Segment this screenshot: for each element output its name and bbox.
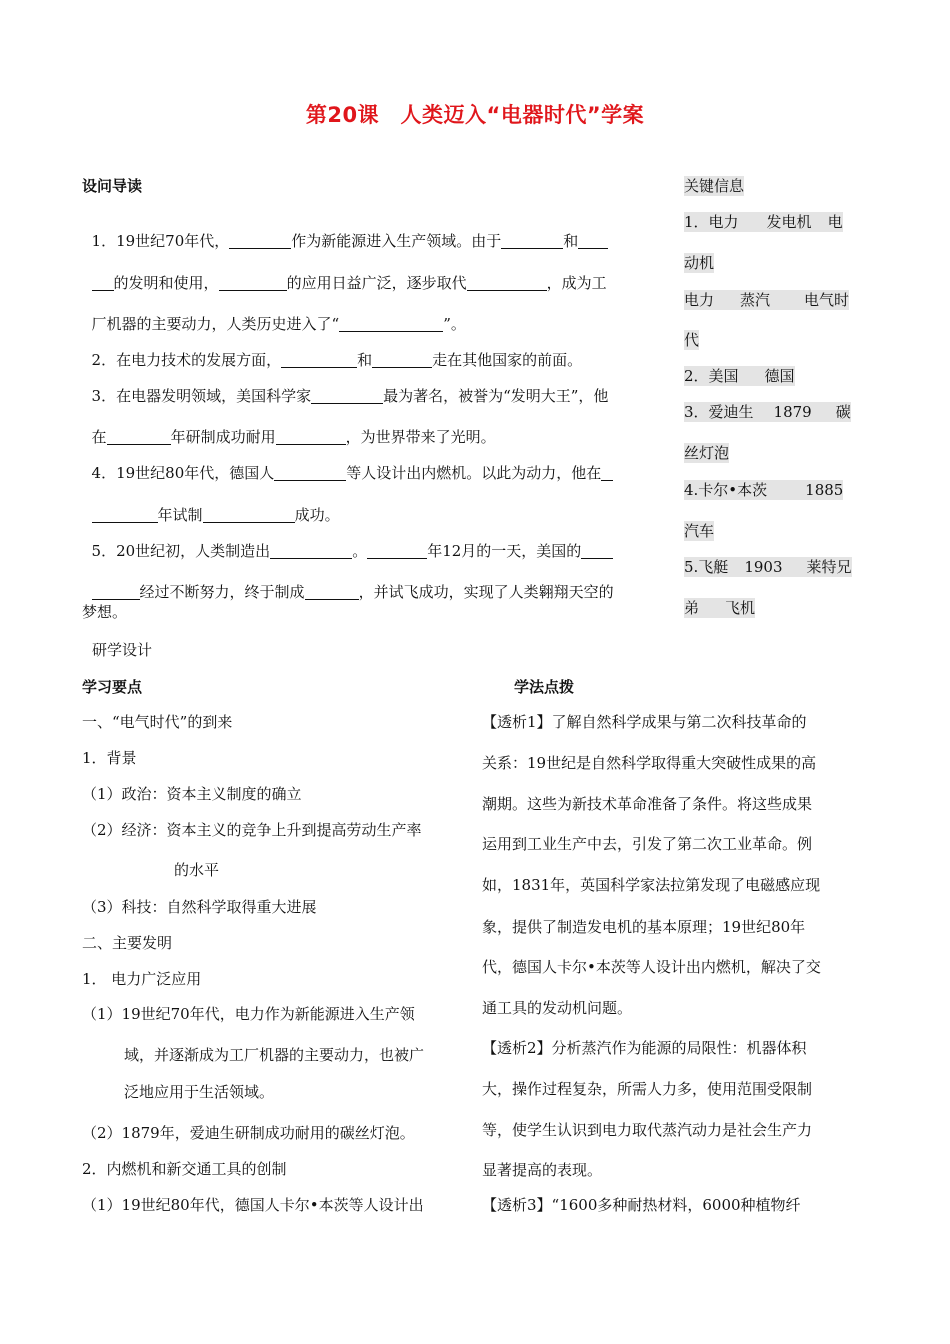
- question-1-line-3: 厂机器的主要动力，人类历史进入了“ ”。: [91, 315, 466, 333]
- method-tip-line: 大，操作过程复杂，所需人力多，使用范围受限制: [482, 1080, 813, 1098]
- method-tip-line: 代，德国人卡尔•本茨等人设计出内燃机，解决了交: [482, 958, 821, 976]
- study-point-line: 的水平: [174, 861, 220, 879]
- study-point-line: （3）科技：自然科学取得重大进展: [82, 898, 317, 916]
- key-info-line: 动机: [684, 254, 715, 272]
- key-info-line: 4.卡尔•本茨 1885: [684, 481, 844, 499]
- method-tips-heading: 学法点拨: [514, 678, 575, 696]
- method-tip-line: 显著提高的表现。: [482, 1161, 603, 1179]
- key-info-heading: 关键信息: [684, 177, 745, 195]
- key-info-line: 3．爱迪生 1879 碳: [684, 403, 851, 421]
- method-tip-line: 等，使学生认识到电力取代蒸汽动力是社会生产力: [482, 1121, 813, 1139]
- method-tip-line: 潮期。这些为新技术革命准备了条件。将这些成果: [482, 795, 813, 813]
- study-point-line: （2）经济：资本主义的竞争上升到提高劳动生产率: [82, 821, 422, 839]
- key-info-line: 代: [684, 331, 700, 349]
- question-3-line-1: 3．在电器发明领域，美国科学家 最为著名，被誉为“发明大王”，他: [91, 387, 609, 405]
- study-points-heading: 学习要点: [82, 678, 143, 696]
- study-point-line: 1． 电力广泛应用: [82, 970, 202, 988]
- study-point-line: 一、“电气时代”的到来: [82, 713, 233, 731]
- study-point-line: 1．背景: [82, 749, 137, 767]
- question-2: 2．在电力技术的发展方面， 和 走在其他国家的前面。: [91, 351, 583, 369]
- section-study-design: 研学设计: [92, 641, 153, 659]
- study-point-line: （1）19世纪70年代，电力作为新能源进入生产领: [82, 1005, 415, 1023]
- method-tip-line: 【透析1】了解自然科学成果与第二次科技革命的: [482, 713, 807, 731]
- study-point-line: 二、主要发明: [82, 934, 173, 952]
- key-info-line: 电力 蒸汽 电气时: [684, 291, 850, 309]
- study-point-line: 域，并逐渐成为工厂机器的主要动力，也被广: [124, 1046, 425, 1064]
- method-tip-line: 如，1831年，英国科学家法拉第发现了电磁感应现: [482, 876, 821, 894]
- page-title: 第20课 人类迈入“电器时代”学案: [305, 103, 645, 127]
- question-4-line-2: 年试制 成功。: [82, 485, 340, 525]
- study-point-line: （2）1879年，爱迪生研制成功耐用的碳丝灯泡。: [82, 1124, 415, 1142]
- method-tip-line: 【透析3】“1600多种耐热材料，6000种植物纤: [482, 1196, 801, 1214]
- method-tip-line: 通工具的发动机问题。: [482, 999, 633, 1017]
- question-1-line-2: 的发明和使用， 的应用日益广泛，逐步取代 ，成为工: [82, 253, 607, 293]
- method-tip-line: 【透析2】分析蒸汽作为能源的局限性：机器体积: [482, 1039, 807, 1057]
- study-point-line: （1）19世纪80年代，德国人卡尔•本茨等人设计出: [82, 1196, 424, 1214]
- question-5-line-2: 经过不断努力，终于制成 ，并试飞成功，实现了人类翱翔天空的: [82, 562, 614, 602]
- study-point-line: 泛地应用于生活领域。: [124, 1083, 275, 1101]
- key-info-line: 汽车: [684, 522, 715, 540]
- method-tip-line: 关系：19世纪是自然科学取得重大突破性成果的高: [482, 754, 817, 772]
- key-info-line: 2．美国 德国: [684, 367, 795, 385]
- question-5-line-1: 5．20世纪初，人类制造出 。 年12月的一天，美国的: [82, 521, 613, 561]
- question-1-line-1: 1．19世纪70年代， 作为新能源进入生产领域。由于 和: [82, 211, 608, 251]
- guide-heading: 设问导读: [82, 177, 143, 195]
- key-info-line: 丝灯泡: [684, 444, 730, 462]
- question-5-line-3: 梦想。: [82, 603, 128, 621]
- method-tip-line: 运用到工业生产中去，引发了第二次工业革命。例: [482, 835, 813, 853]
- key-info-line: 弟 飞机: [684, 599, 756, 617]
- method-tip-line: 象，提供了制造发电机的基本原理；19世纪80年: [482, 918, 806, 936]
- study-point-line: 2．内燃机和新交通工具的创制: [82, 1160, 287, 1178]
- key-info-line: 1．电力 发电机 电: [684, 213, 843, 231]
- study-point-line: （1）政治：资本主义制度的确立: [82, 785, 302, 803]
- question-4-line-1: 4．19世纪80年代，德国人 等人设计出内燃机。以此为动力，他在: [82, 443, 613, 483]
- question-3-line-2: 在 年研制成功耐用 ，为世界带来了光明。: [91, 428, 496, 446]
- key-info-line: 5.飞艇 1903 莱特兄: [684, 558, 852, 576]
